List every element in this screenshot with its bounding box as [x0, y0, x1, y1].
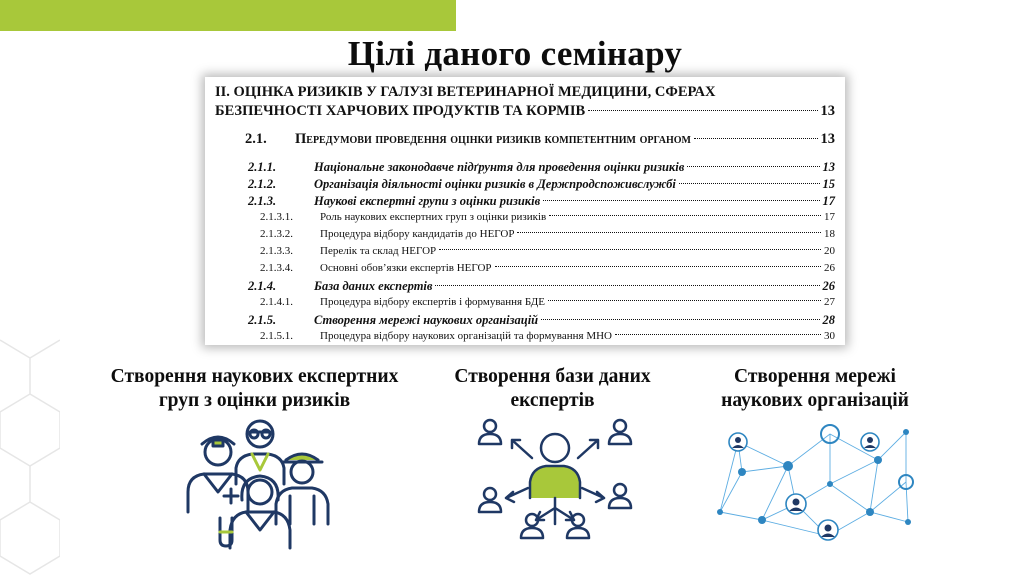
goal-caption-line: експертів [510, 390, 595, 411]
goal-caption-network [690, 365, 940, 413]
toc-entry-number: 2.1. [245, 131, 267, 147]
goal-caption-expert-groups [82, 365, 427, 413]
toc-entry-title: Національне законодавче підґрунтя для проведення оцінки ризиків [314, 160, 685, 174]
toc-leader-dots [694, 138, 818, 139]
toc-entry [215, 262, 835, 279]
toc-page-number: 13 [820, 131, 835, 147]
expert-database-icon [470, 412, 640, 542]
toc-page-number: 26 [824, 262, 835, 274]
toc-leader-dots [687, 166, 819, 167]
toc-entries [215, 160, 835, 347]
toc-page-number: 20 [824, 245, 835, 257]
toc-entry-number: 2.1.3.2. [260, 228, 293, 240]
toc-entry [215, 313, 835, 330]
toc-entry-number: 2.1.2. [248, 177, 277, 191]
toc-entry-title: Створення мережі наукових організацій [314, 313, 539, 327]
toc-page-number: 17 [824, 211, 835, 223]
toc-section-heading-line1: ІІ. ОЦІНКА РИЗИКІВ У ГАЛУЗІ ВЕТЕРИНАРНОЇ МЕДИЦИНИ, СФЕРАХ [215, 84, 716, 100]
toc-page-number: 13 [820, 103, 835, 119]
toc-entry-title: Перелік та склад НЕГОР [320, 245, 437, 257]
toc-entry [215, 211, 835, 228]
toc-entry-number: 2.1.3.1. [260, 211, 293, 223]
slide-title: Цілі даного семінару [347, 34, 683, 73]
toc-entry-title: Передумови проведення оцінки ризиків компетентним органом [295, 131, 691, 147]
toc-page-number: 15 [822, 177, 835, 191]
toc-page-number: 13 [822, 160, 835, 174]
toc-page-number: 17 [822, 194, 835, 208]
goal-caption-line: Створення мережі [734, 366, 896, 387]
toc-leader-dots [495, 266, 821, 267]
toc-entry-number: 2.1.3.4. [260, 262, 293, 274]
toc-entry-number: 2.1.3. [248, 194, 277, 208]
toc-page-number: 26 [822, 279, 835, 293]
toc-leader-dots [517, 232, 821, 233]
toc-page-number: 27 [824, 296, 835, 308]
toc-entry [215, 245, 835, 262]
toc-entry [215, 296, 835, 313]
toc-entry-title: Організація діяльності оцінки ризиків в Держпродспоживслужбі [314, 177, 676, 191]
toc-entry-title: Процедура відбору наукових організацій та формування МНО [320, 330, 612, 342]
toc-entry-title: База даних експертів [314, 279, 433, 293]
toc-entry [215, 194, 835, 211]
top-accent-bar [0, 0, 456, 31]
toc-entry-number: 2.1.3.3. [260, 245, 293, 257]
toc-entry-title: Процедура відбору експертів і формування БДЕ [320, 296, 545, 308]
toc-leader-dots [435, 285, 819, 286]
table-of-contents-excerpt [205, 77, 845, 345]
toc-page-number: 28 [822, 313, 835, 327]
toc-entry-number: 2.1.1. [248, 160, 277, 174]
hexagon-pattern-decoration [0, 330, 60, 579]
toc-entry-number: 2.1.4. [248, 279, 277, 293]
toc-entry-title: Роль наукових експертних груп з оцінки ризиків [320, 211, 547, 223]
toc-entry [215, 279, 835, 296]
toc-entry-number: 2.1.4.1. [260, 296, 293, 308]
toc-entry [215, 177, 835, 194]
toc-leader-dots [541, 319, 819, 320]
toc-entry-title: Основні обов’язки експертів НЕГОР [320, 262, 492, 274]
toc-leader-dots [543, 200, 819, 201]
toc-entry [215, 228, 835, 245]
toc-subsection [215, 131, 835, 148]
toc-leader-dots [549, 215, 821, 216]
toc-leader-dots [615, 334, 821, 335]
goal-caption-line: груп з оцінки ризиків [158, 390, 351, 411]
toc-leader-dots [588, 110, 817, 111]
network-icon [710, 412, 920, 547]
toc-entry-title: Наукові експертні групи з оцінки ризиків [314, 194, 541, 208]
toc-entry [215, 160, 835, 177]
toc-leader-dots [439, 249, 821, 250]
toc-leader-dots [548, 300, 821, 301]
toc-entry-number: 2.1.5. [248, 313, 277, 327]
toc-entry [215, 330, 835, 347]
goal-caption-line: Створення наукових експертних [110, 366, 399, 387]
goal-caption-line: Створення бази даних [454, 366, 651, 387]
toc-leader-dots [679, 183, 820, 184]
toc-section-heading-line2: БЕЗПЕЧНОСТІ ХАРЧОВИХ ПРОДУКТІВ ТА КОРМІВ [215, 103, 586, 119]
toc-section-heading [215, 83, 835, 121]
toc-entry-number: 2.1.5.1. [260, 330, 293, 342]
expert-group-icon [180, 412, 340, 550]
toc-page-number: 30 [824, 330, 835, 342]
toc-page-number: 18 [824, 228, 835, 240]
goal-caption-line: наукових організацій [721, 390, 909, 411]
goal-caption-expert-database [430, 365, 675, 413]
toc-entry-title: Процедура відбору кандидатів до НЕГОР [320, 228, 515, 240]
